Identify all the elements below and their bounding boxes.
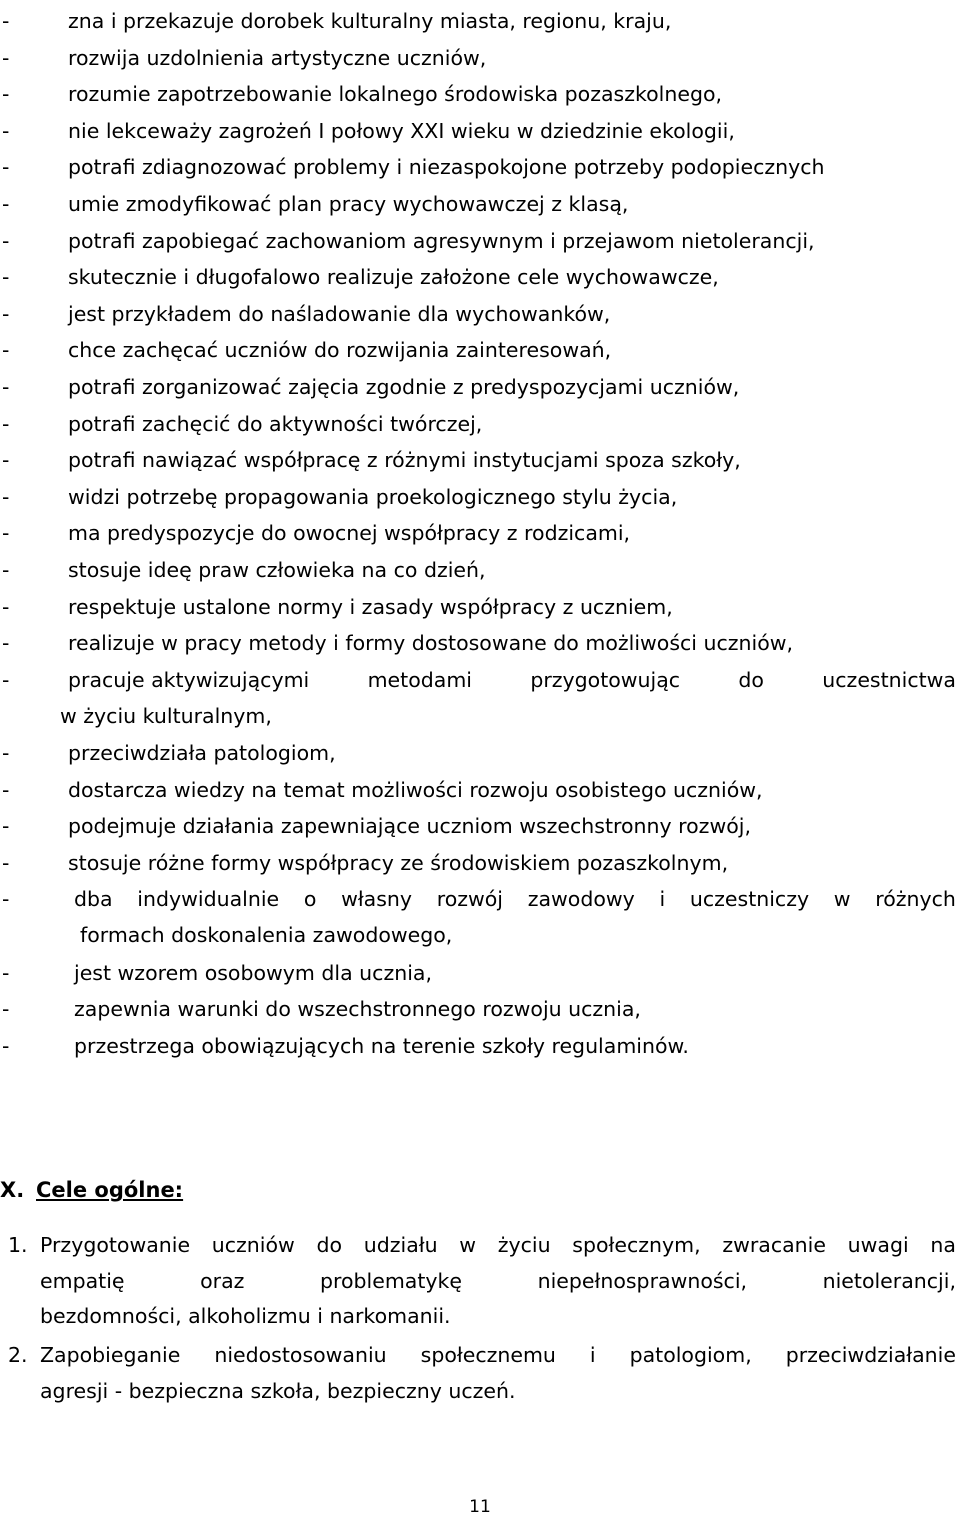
bullet-dash: - <box>2 521 10 546</box>
word: nietolerancji, <box>822 1268 956 1293</box>
list-item-text <box>74 881 956 917</box>
list-item-text: rozumie zapotrzebowanie lokalnego środowiska pozaszkolnego, <box>68 82 723 107</box>
word: Przygotowanie <box>40 1233 191 1257</box>
word: pracuje aktywizującymi <box>68 667 310 692</box>
list-item-text: stosuje ideę praw człowieka na co dzień, <box>68 558 486 582</box>
bullet-dash: - <box>2 594 10 619</box>
goal-line: bezdomności, alkoholizmu i narkomanii. <box>40 1304 451 1328</box>
section-number: X. <box>0 1178 25 1202</box>
word: niedostosowaniu <box>214 1343 387 1367</box>
word: społecznym, <box>572 1233 701 1257</box>
word: przeciwdziałanie <box>785 1343 956 1367</box>
list-item-text: stosuje różne formy współpracy ze środowiskiem pozaszkolnym, <box>68 850 729 875</box>
list-item-text: przestrzega obowiązujących na terenie szkoły regulaminów. <box>74 1033 689 1058</box>
list-item-text: podejmuje działania zapewniające uczniom wszechstronny rozwój, <box>68 814 751 839</box>
bullet-dash: - <box>2 484 10 509</box>
word: do <box>316 1233 343 1257</box>
goal-line <box>40 1264 956 1299</box>
list-item-continuation: w życiu kulturalnym, <box>60 703 272 728</box>
word: uwagi <box>847 1233 909 1257</box>
word: i <box>659 887 666 912</box>
word: udziału <box>363 1233 438 1257</box>
goal-line: agresji - bezpieczna szkoła, bezpieczny uczeń. <box>40 1378 516 1403</box>
goal-line <box>40 1228 956 1263</box>
bullet-dash: - <box>2 338 10 363</box>
word: oraz <box>200 1268 245 1293</box>
bullet-dash: - <box>2 155 10 180</box>
word: różnych <box>875 887 956 912</box>
section-heading <box>0 1172 183 1208</box>
word: na <box>930 1233 956 1257</box>
list-item-continuation: formach doskonalenia zawodowego, <box>80 923 453 948</box>
list-item-text: potrafi zachęcić do aktywności twórczej, <box>68 411 483 436</box>
list-item-text: potrafi nawiązać współpracę z różnymi instytucjami spoza szkoły, <box>68 448 741 473</box>
bullet-dash: - <box>2 960 10 985</box>
word: zwracanie <box>722 1233 826 1257</box>
word: metodami <box>367 667 472 692</box>
list-item-text: respektuje ustalone normy i zasady współpracy z uczniem, <box>68 594 673 619</box>
bullet-dash: - <box>2 997 10 1022</box>
bullet-dash: - <box>2 82 10 107</box>
bullet-dash: - <box>2 375 10 399</box>
word: problematykę <box>319 1268 463 1293</box>
list-item-text: nie lekceważy zagrożeń I połowy XXI wieku w dziedzinie ekologii, <box>68 118 735 143</box>
list-item-text: chce zachęcać uczniów do rozwijania zainteresowań, <box>68 338 612 363</box>
word: dba <box>74 887 113 912</box>
bullet-dash: - <box>2 667 10 692</box>
bullet-dash: - <box>2 265 10 290</box>
bullet-dash: - <box>2 45 10 70</box>
list-item-text <box>68 662 956 698</box>
word: indywidualnie <box>137 887 280 912</box>
word: rozwój <box>436 887 504 912</box>
word: empatię <box>40 1268 125 1293</box>
word: życiu <box>497 1233 551 1257</box>
list-item-text: potrafi zdiagnozować problemy i niezaspokojone potrzeby podopiecznych <box>68 155 825 180</box>
list-item-text: zapewnia warunki do wszechstronnego rozwoju ucznia, <box>74 997 641 1022</box>
goal-line <box>40 1338 956 1373</box>
word: przygotowując <box>530 667 681 692</box>
list-item-text: potrafi zapobiegać zachowaniom agresywnym i przejawom nietolerancji, <box>68 228 815 253</box>
word: w <box>459 1233 477 1257</box>
list-item-text: widzi potrzebę propagowania proekologicznego stylu życia, <box>68 484 678 509</box>
bullet-dash: - <box>2 192 10 216</box>
bullet-dash: - <box>2 411 10 436</box>
list-item-text: jest wzorem osobowym dla ucznia, <box>74 960 432 985</box>
word: społecznemu <box>420 1343 556 1367</box>
list-item-text: jest przykładem do naśladowanie dla wychowanków, <box>68 301 611 326</box>
word: zawodowy <box>527 887 635 912</box>
bullet-dash: - <box>2 814 10 839</box>
word: uczestniczy <box>689 887 810 912</box>
bullet-dash: - <box>2 741 10 765</box>
word: do <box>738 667 764 692</box>
bullet-dash: - <box>2 777 10 802</box>
list-item-text: realizuje w pracy metody i formy dostosowane do możliwości uczniów, <box>68 631 794 656</box>
bullet-dash: - <box>2 118 10 143</box>
word: i <box>589 1343 596 1367</box>
bullet-dash: - <box>2 301 10 326</box>
bullet-dash: - <box>2 9 10 33</box>
bullet-dash: - <box>2 631 10 656</box>
list-item-text: skutecznie i długofalowo realizuje założone cele wychowawcze, <box>68 265 719 290</box>
list-item-text: umie zmodyfikować plan pracy wychowawczej z klasą, <box>68 192 629 216</box>
goal-number: 1. <box>8 1233 28 1257</box>
page-number: 11 <box>469 1497 491 1517</box>
list-item-text: potrafi zorganizować zajęcia zgodnie z predyspozycjami uczniów, <box>68 375 740 399</box>
bullet-dash: - <box>2 1033 10 1058</box>
section-title: Cele ogólne: <box>36 1178 184 1202</box>
word: Zapobieganie <box>40 1343 181 1367</box>
list-item-text: zna i przekazuje dorobek kulturalny miasta, regionu, kraju, <box>68 9 672 33</box>
bullet-dash: - <box>2 887 10 912</box>
bullet-dash: - <box>2 448 10 473</box>
word: uczestnictwa <box>822 667 956 692</box>
list-item-text: rozwija uzdolnienia artystyczne uczniów, <box>68 45 487 70</box>
word: patologiom, <box>629 1343 752 1367</box>
bullet-dash: - <box>2 850 10 875</box>
word: uczniów <box>211 1233 295 1257</box>
word: o <box>303 887 317 912</box>
word: niepełnosprawności, <box>537 1268 748 1293</box>
bullet-dash: - <box>2 558 10 582</box>
bullet-dash: - <box>2 228 10 253</box>
list-item-text: ma predyspozycje do owocnej współpracy z rodzicami, <box>68 521 631 546</box>
list-item-text: przeciwdziała patologiom, <box>68 741 336 765</box>
list-item-text: dostarcza wiedzy na temat możliwości rozwoju osobistego uczniów, <box>68 777 763 802</box>
word: w <box>833 887 851 912</box>
goal-number: 2. <box>8 1343 28 1367</box>
word: własny <box>341 887 413 912</box>
